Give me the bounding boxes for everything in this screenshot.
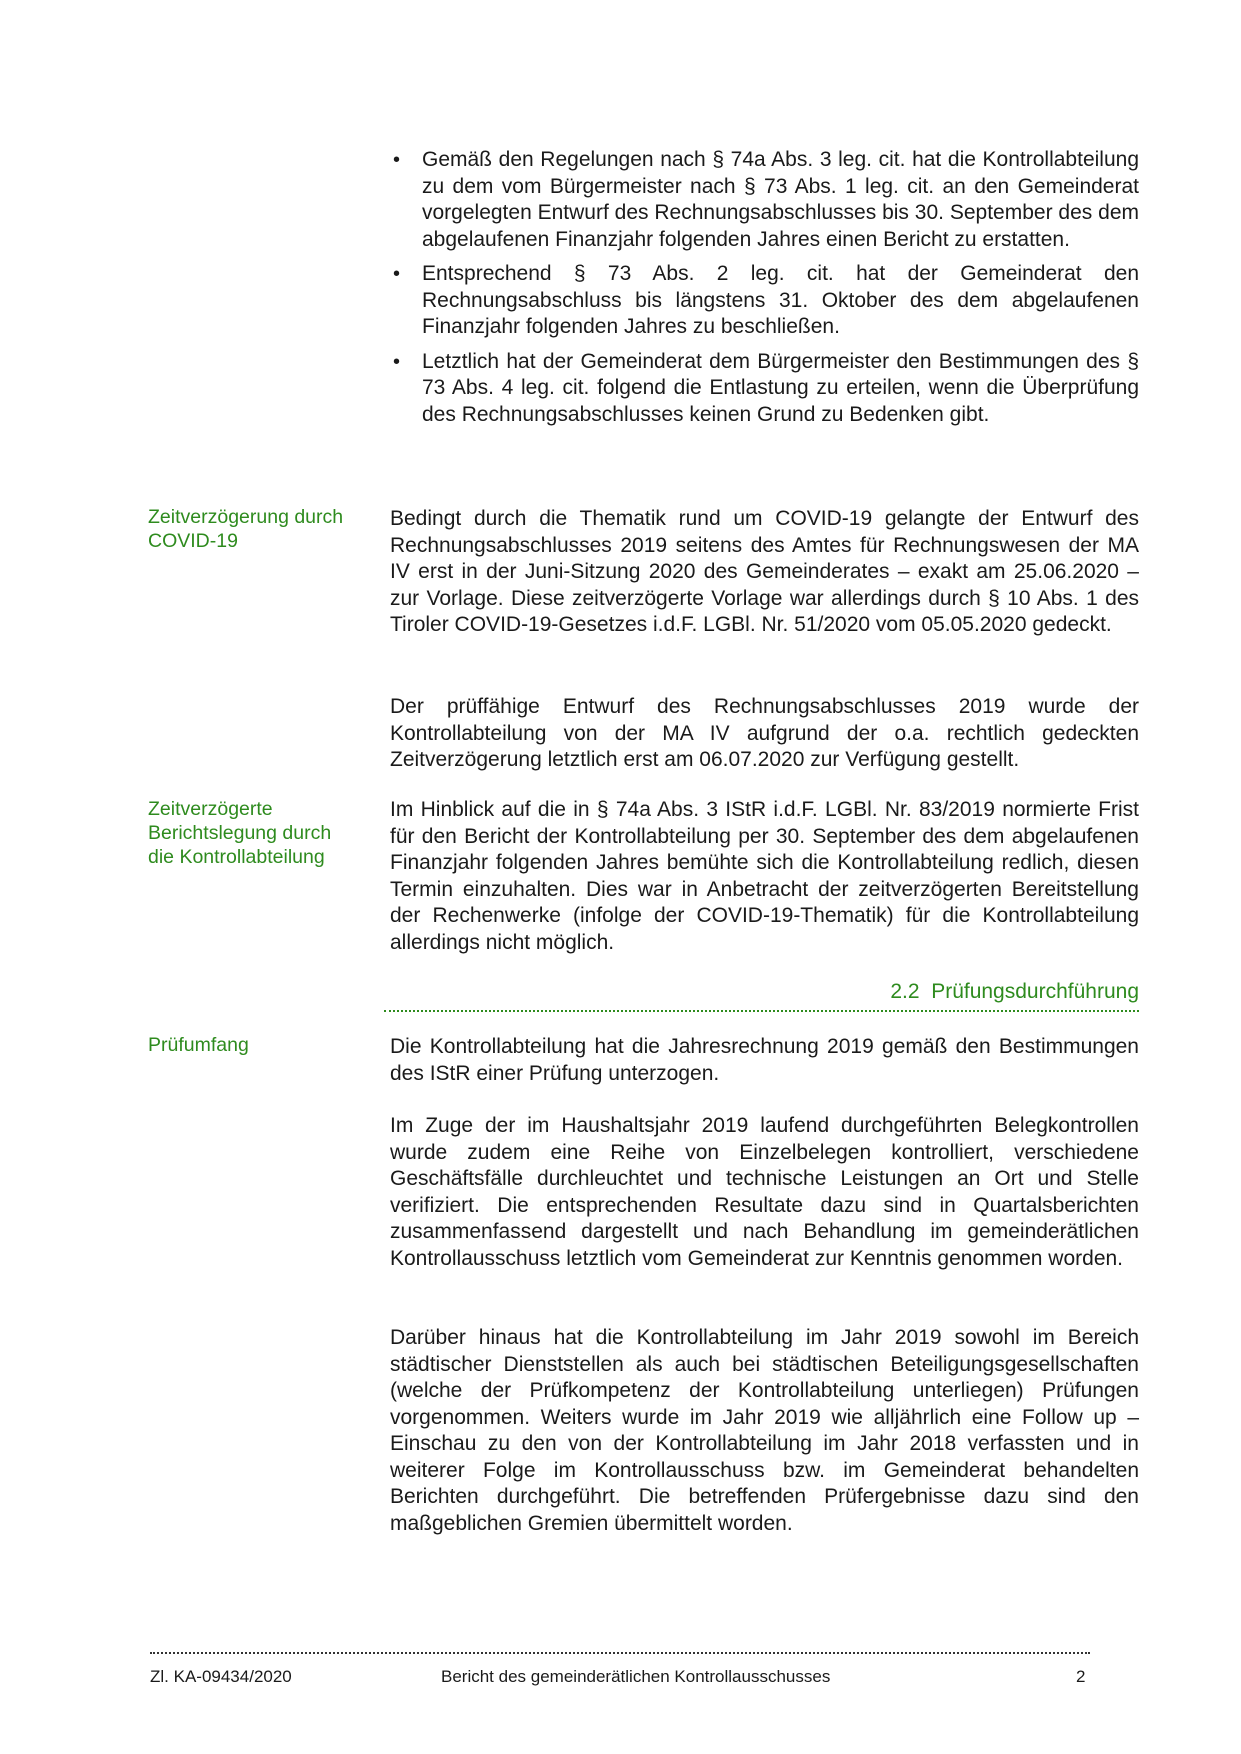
paragraph-berichtslegung [390, 797, 1139, 956]
paragraph-text: Im Hinblick auf die in § 74a Abs. 3 IStR i.d.F. LGBl. Nr. 83/2019 normierte Frist für den Bericht der Kontrollabteilung per 30. September des dem abgelaufenen Finanzjahr folgenden Jahres bemühte sich die Kontrollabteilung redlich, diesen Termin einzuhalten. Dies war in Anbetracht der zeitverzögerten Bereitstellung der Rechenwerke (infolge der COVID-19-Thematik) für die Kontrollabteilung allerdings nicht möglich. [390, 798, 1139, 954]
paragraph-text: Der prüffähige Entwurf des Rechnungsabschlusses 2019 wurde der Kontrollabteilung von der MA IV aufgrund der o.a. rechtlich gedeckten Zeitverzögerung letztlich erst am 06.07.2020 zur Verfügung gestellt. [390, 695, 1139, 771]
section-heading [390, 980, 1139, 1004]
bullet-icon: • [393, 350, 401, 373]
paragraph-covid-delay [390, 506, 1139, 639]
bullet-item: • Gemäß den Regelungen nach § 74a Abs. 3 leg. cit. hat die Kontrollabteilung zu dem vom Bürgermeister nach § 73 Abs. 1 leg. cit. an den Gemeinderat vorgelegten Entwurf des Rechnungsabschlusses bis 30. September des dem abgelaufenen Finanzjahr folgenden Jahres einen Bericht zu erstatten. [393, 148, 1139, 251]
section-number: 2.2 [890, 980, 920, 1003]
paragraph-pruefumfang-1 [390, 1034, 1139, 1087]
bullet-item: • Entsprechend § 73 Abs. 2 leg. cit. hat der Gemeinderat den Rechnungsabschluss bis längstens 31. Oktober des dem abgelaufenen Finanzjahr folgenden Jahres zu beschließen. [393, 262, 1139, 338]
margin-note-covid: Zeitverzögerung durch COVID-19 [148, 506, 344, 552]
paragraph-pruefumfang-2 [390, 1113, 1139, 1272]
paragraph-pruefumfang-3 [390, 1325, 1139, 1537]
bullet-icon: • [393, 263, 401, 285]
margin-note-pruefumfang: Prüfumfang [148, 1034, 249, 1056]
bullet-item: • Letztlich hat der Gemeinderat dem Bürgermeister den Bestimmungen des § 73 Abs. 4 leg. cit. folgend die Entlastung zu erteilen, wenn die Überprüfung des Rechnungsabschlusses keinen Grund zu Bedenken gibt. [393, 349, 1139, 426]
margin-note-berichtslegung: Zeitverzögerte Berichtslegung durch die Kontrollabteilung [148, 798, 332, 868]
bullet-list [390, 147, 1139, 428]
paragraph-covid-draft [390, 694, 1139, 774]
paragraph-text: Darüber hinaus hat die Kontrollabteilung im Jahr 2019 sowohl im Bereich städtischer Dienststellen als auch bei städtischen Beteiligungsgesellschaften (welche der Prüfkompetenz der Kontrollabteilung unterliegen) Prüfungen vorgenommen. Weiters wurde im Jahr 2019 wie alljährlich eine Follow up – Einschau zu den von der Kontrollabteilung im Jahr 2018 verfassten und in weiterer Folge im Kontrollausschuss bzw. im Gemeinderat behandelten Berichten durchgeführt. Die betreffenden Prüfergebnisse dazu sind den maßgeblichen Gremien übermittelt worden. [390, 1326, 1139, 1535]
section-title: Prüfungsdurchführung [931, 980, 1139, 1003]
section-divider [384, 1010, 1139, 1012]
legal-provisions-block [390, 147, 1139, 436]
footer-divider [150, 1652, 1090, 1654]
paragraph-text: Bedingt durch die Thematik rund um COVID-19 gelangte der Entwurf des Rechnungsabschlusses 2019 seitens des Amtes für Rechnungswesen der MA IV erst in der Juni-Sitzung 2020 des Gemeinderates – exakt am 25.06.2020 – zur Vorlage. Diese zeitverzögerte Vorlage war allerdings durch § 10 Abs. 1 des Tiroler COVID-19-Gesetzes i.d.F. LGBl. Nr. 51/2020 vom 05.05.2020 gedeckt. [390, 507, 1139, 636]
footer-title: Bericht des gemeinderätlichen Kontrollausschusses [441, 1667, 831, 1686]
page-number: 2 [1076, 1667, 1086, 1686]
bullet-icon: • [393, 149, 401, 171]
paragraph-text: Die Kontrollabteilung hat die Jahresrechnung 2019 gemäß den Bestimmungen des IStR einer Prüfung unterzogen. [390, 1035, 1139, 1085]
footer-reference: Zl. KA-09434/2020 [150, 1667, 292, 1686]
paragraph-text: Im Zuge der im Haushaltsjahr 2019 laufend durchgeführten Belegkontrollen wurde zudem eine Reihe von Einzelbelegen kontrolliert, verschiedene Geschäftsfälle durchleuchtet und technische Leistungen an Ort und Stelle verifiziert. Die entsprechenden Resultate dazu sind in Quartalsberichten zusammenfassend dargestellt und nach Behandlung im gemeinderätlichen Kontrollausschuss letztlich vom Gemeinderat zur Kenntnis genommen worden. [390, 1114, 1139, 1270]
